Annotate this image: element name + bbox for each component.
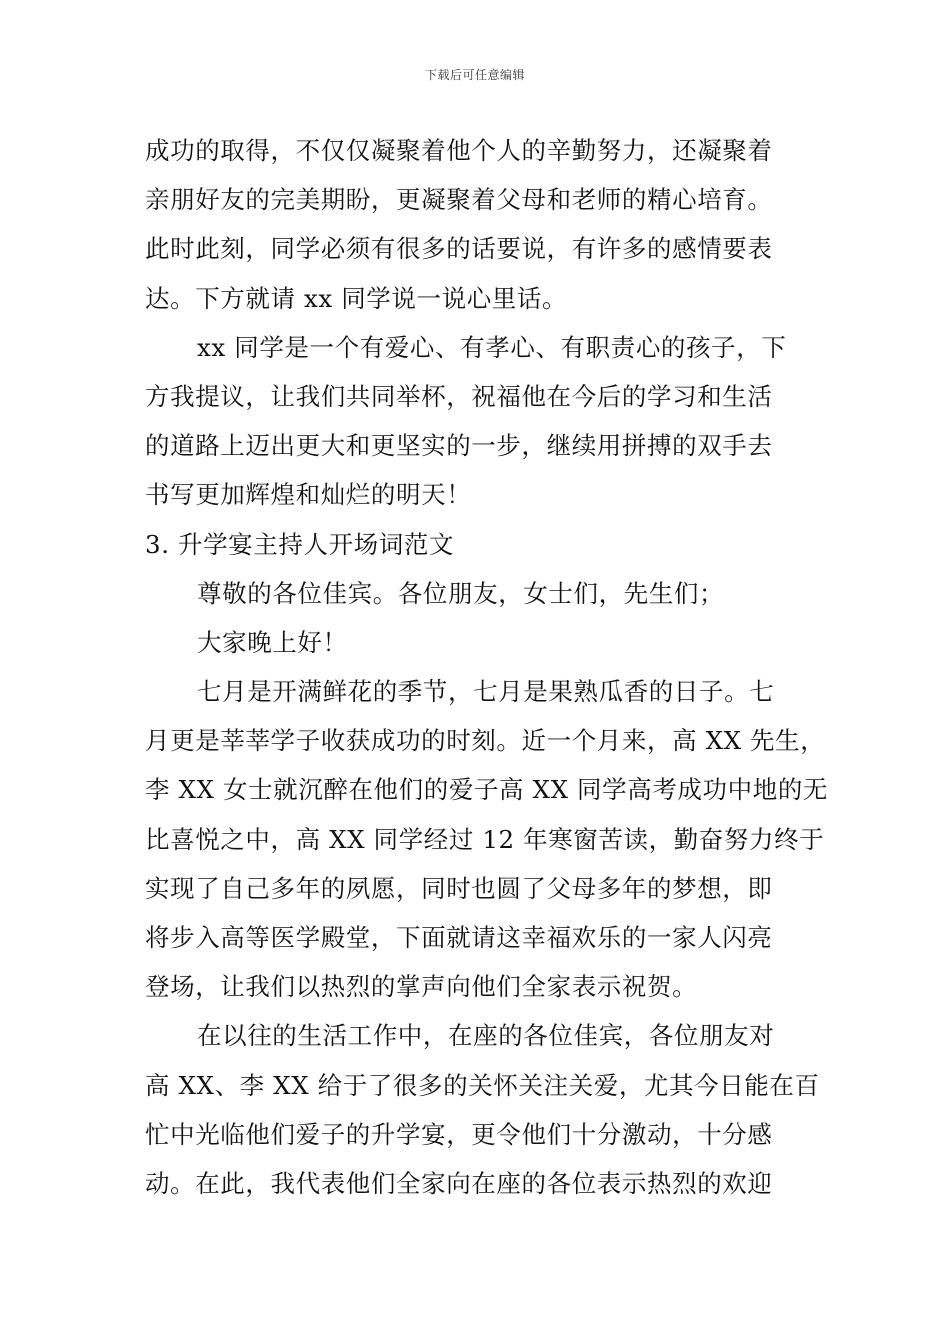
text-line: 动。在此，我代表他们全家向在座的各位表示热烈的欢迎	[145, 1168, 773, 1198]
text-line: 比喜悦之中，高 XX 同学经过 12 年寒窗苦读，勤奋努力终于	[145, 824, 825, 854]
text-line: 月更是莘莘学子收获成功的时刻。近一个月来，高 XX 先生，	[145, 726, 826, 756]
text-line: 登场，让我们以热烈的掌声向他们全家表示祝贺。	[145, 972, 698, 1002]
text-line: 书写更加辉煌和灿烂的明天！	[145, 480, 472, 510]
text-line: 成功的取得，不仅仅凝聚着他个人的辛勤努力，还凝聚着	[145, 136, 773, 165]
text-line: 七月是开满鲜花的季节，七月是果熟瓜香的日子。七	[197, 677, 775, 707]
text-line: 大家晚上好！	[197, 627, 348, 657]
text-line: 此时此刻，同学必须有很多的话要说，有许多的感情要表	[145, 234, 773, 264]
text-line: 忙中光临他们爱子的升学宴，更令他们十分激动，十分感	[145, 1119, 773, 1149]
text-line: xx 同学是一个有爱心、有孝心、有职责心的孩子，下	[197, 332, 787, 362]
text-line: 实现了自己多年的夙愿，同时也圆了父母多年的梦想，即	[145, 873, 773, 903]
text-line: 将步入高等医学殿堂，下面就请这幸福欢乐的一家人闪亮	[145, 923, 773, 952]
text-line: 的道路上迈出更大和更坚实的一步，继续用拼搏的双手去	[145, 431, 773, 461]
text-line: 李 XX 女士就沉醉在他们的爱子高 XX 同学高考成功中地的无	[145, 775, 829, 805]
text-line: 高 XX、李 XX 给于了很多的关怀关注关爱，尤其今日能在百	[145, 1070, 820, 1100]
text-line: 方我提议，让我们共同举杯，祝福他在今后的学习和生活	[145, 381, 773, 411]
text-line: 在以往的生活工作中，在座的各位佳宾，各位朋友对	[197, 1021, 775, 1051]
document-body	[145, 126, 829, 1208]
text-line: 达。下方就请 xx 同学说一说心里话。	[145, 283, 568, 313]
page-header: 下载后可任意编辑	[424, 68, 525, 82]
text-line: 尊敬的各位佳宾。各位朋友，女士们，先生们；	[197, 578, 725, 608]
text-line: 亲朋好友的完美期盼，更凝聚着父母和老师的精心培育。	[145, 185, 773, 215]
section-heading: 3. 升学宴主持人开场词范文	[145, 529, 455, 559]
